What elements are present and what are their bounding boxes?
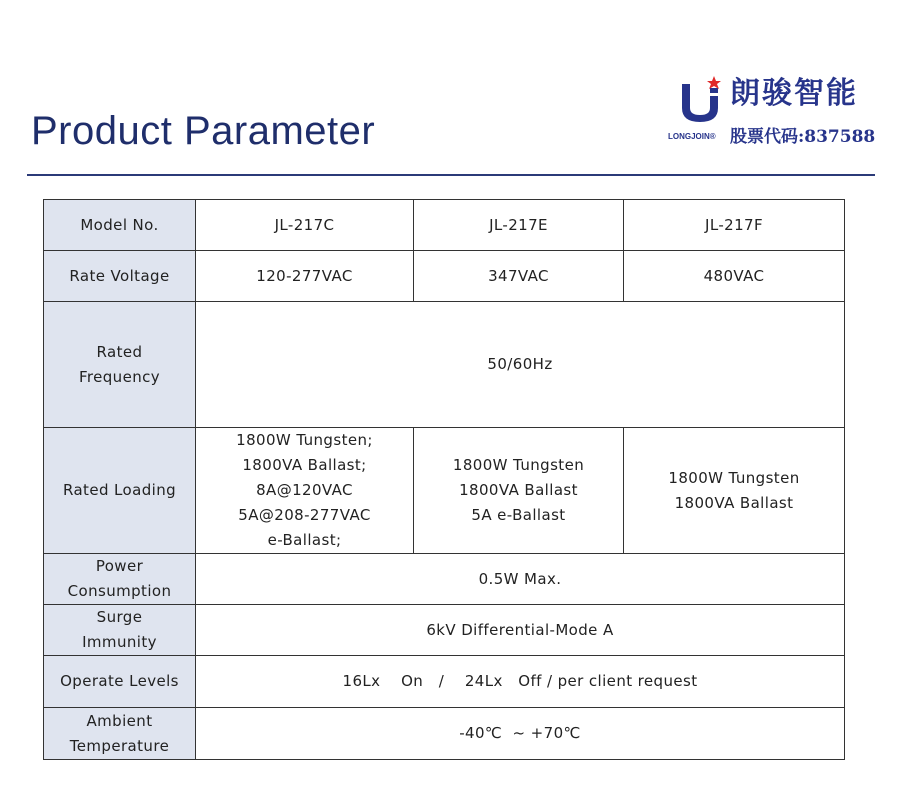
value-line: 1800W Tungsten; bbox=[236, 431, 373, 449]
row-label bbox=[44, 428, 196, 554]
row-label-line: Frequency bbox=[78, 367, 161, 386]
value-line: 480VAC bbox=[703, 266, 765, 285]
value-line: JL-217E bbox=[489, 215, 548, 234]
logo-brand-en bbox=[668, 132, 716, 141]
longjoin-u-icon bbox=[678, 76, 722, 126]
row-label-line: Rated Loading bbox=[62, 481, 177, 499]
company-logo bbox=[668, 72, 883, 150]
parameter-table bbox=[43, 199, 845, 760]
value-line: 8A@120VAC bbox=[256, 481, 353, 499]
row-label-line: Ambient bbox=[86, 711, 153, 730]
table-row bbox=[44, 605, 845, 656]
value-cell bbox=[624, 251, 845, 302]
logo-brand-cn: 朗骏智能 bbox=[730, 76, 858, 111]
row-label bbox=[44, 554, 196, 605]
value-line: JL-217C bbox=[274, 215, 335, 234]
row-label-line: Temperature bbox=[69, 736, 170, 755]
row-label bbox=[44, 251, 196, 302]
value-cell bbox=[624, 428, 845, 554]
logo-registered-mark: ® bbox=[709, 132, 716, 141]
value-cell bbox=[414, 428, 624, 554]
value-line: 120-277VAC bbox=[256, 266, 353, 285]
value-line: 1800VA Ballast bbox=[459, 481, 578, 499]
value-cell bbox=[196, 428, 414, 554]
header-divider bbox=[27, 174, 875, 176]
row-label-line: Rated bbox=[96, 342, 143, 361]
value-cell bbox=[196, 605, 845, 656]
value-line: 5A e-Ballast bbox=[471, 506, 566, 524]
row-label bbox=[44, 656, 196, 708]
row-label bbox=[44, 302, 196, 428]
row-label-line: Rate Voltage bbox=[69, 266, 170, 285]
value-line: e-Ballast; bbox=[267, 531, 342, 549]
value-line: 1800VA Ballast; bbox=[242, 456, 367, 474]
value-line: 5A@208-277VAC bbox=[238, 506, 371, 524]
row-label-line: Power bbox=[95, 557, 144, 575]
value-line: 347VAC bbox=[488, 266, 549, 285]
table-row bbox=[44, 200, 845, 251]
row-label-line: Consumption bbox=[67, 582, 172, 600]
value-line: 0.5W Max. bbox=[478, 569, 562, 588]
value-cell bbox=[196, 302, 845, 428]
table-row bbox=[44, 251, 845, 302]
page-title: Product Parameter bbox=[31, 109, 376, 153]
value-line: 50/60Hz bbox=[487, 355, 553, 373]
value-cell bbox=[196, 251, 414, 302]
table-row bbox=[44, 302, 845, 428]
value-cell bbox=[196, 708, 845, 760]
row-label-line: Immunity bbox=[82, 633, 157, 651]
table-row bbox=[44, 554, 845, 605]
value-line: 1800W Tungsten bbox=[452, 456, 585, 474]
value-line: 6kV Differential-Mode A bbox=[426, 620, 614, 639]
value-line: -40℃ ~ +70℃ bbox=[459, 724, 581, 742]
value-cell bbox=[196, 200, 414, 251]
logo-stock-code: 股票代码:837588 bbox=[730, 127, 876, 147]
row-label bbox=[44, 708, 196, 760]
table-row bbox=[44, 656, 845, 708]
value-cell bbox=[624, 200, 845, 251]
table-row bbox=[44, 708, 845, 760]
value-line: 1800W Tungsten bbox=[668, 468, 800, 487]
row-label bbox=[44, 200, 196, 251]
row-label-line: Operate Levels bbox=[60, 672, 179, 690]
row-label bbox=[44, 605, 196, 656]
value-line: 1800VA Ballast bbox=[674, 493, 794, 512]
row-label-line: Model No. bbox=[80, 215, 159, 234]
value-cell bbox=[414, 251, 624, 302]
table-row bbox=[44, 428, 845, 554]
value-line: 16Lx On / 24Lx Off / per client request bbox=[342, 672, 698, 690]
value-cell bbox=[196, 656, 845, 708]
value-cell bbox=[196, 554, 845, 605]
row-label-line: Surge bbox=[96, 608, 143, 626]
value-line: JL-217F bbox=[705, 215, 763, 234]
value-cell bbox=[414, 200, 624, 251]
logo-brand-en-text: LONGJOIN bbox=[668, 132, 710, 141]
